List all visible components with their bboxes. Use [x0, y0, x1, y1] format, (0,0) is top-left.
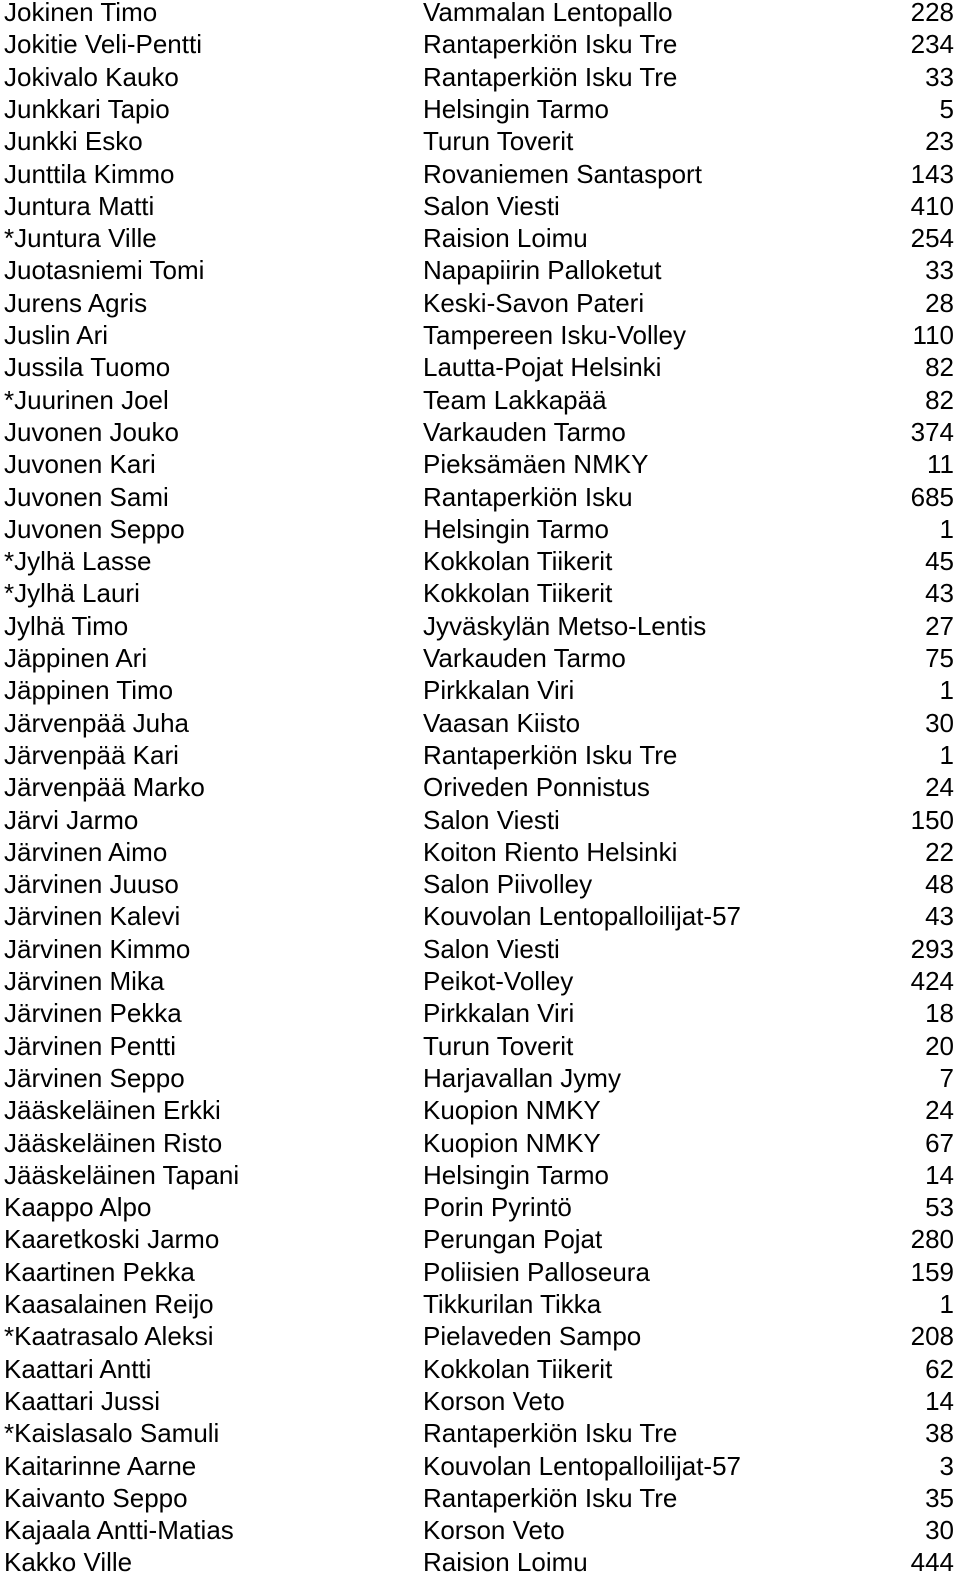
player-name: Kaaretkoski Jarmo [4, 1224, 220, 1255]
roster-row [0, 966, 960, 1001]
player-name: Jokinen Timo [4, 0, 158, 27]
player-value: 293 [910, 933, 954, 964]
player-value: 18 [925, 998, 954, 1029]
club-name: Jyväskylän Metso-Lentis [423, 610, 707, 641]
club-name: Harjavallan Jymy [423, 1062, 621, 1093]
player-name: *Juntura Ville [4, 223, 157, 254]
player-name: Järvinen Pekka [4, 998, 182, 1029]
player-name: Järvinen Juuso [4, 869, 179, 900]
player-value: 14 [925, 1159, 954, 1190]
roster-row [0, 1418, 960, 1453]
player-name: *Juurinen Joel [4, 384, 169, 415]
club-name: Helsingin Tarmo [423, 513, 609, 544]
roster-row [0, 901, 960, 936]
player-name: Jääskeläinen Tapani [4, 1159, 240, 1190]
club-name: Kouvolan Lentopalloilijat-57 [423, 1450, 742, 1481]
roster-row [0, 869, 960, 904]
club-name: Peikot-Volley [423, 966, 574, 996]
player-value: 22 [925, 836, 954, 867]
player-value: 110 [912, 320, 954, 350]
player-value: 254 [910, 223, 954, 254]
roster-row [0, 707, 960, 743]
player-name: Junkki Esko [4, 126, 143, 157]
player-value: 33 [925, 255, 954, 286]
player-value: 280 [910, 1224, 954, 1255]
club-name: Kouvolan Lentopalloilijat-57 [423, 901, 742, 932]
player-name: Jussila Tuomo [4, 352, 171, 383]
player-name: Jurens Agris [4, 287, 148, 318]
player-name: Junttila Kimmo [4, 158, 175, 189]
club-name: Oriveden Ponnistus [423, 772, 650, 803]
player-name: Junkkari Tapio [4, 93, 170, 124]
player-name: Järvinen Mika [4, 966, 165, 996]
player-value: 27 [925, 610, 954, 641]
player-name: Jokivalo Kauko [4, 61, 179, 92]
player-name: *Kaatrasalo Aleksi [4, 1321, 214, 1352]
player-name: *Jylhä Lasse [4, 546, 152, 577]
roster-row [0, 320, 960, 355]
club-name: Rantaperkiön Isku Tre [423, 61, 678, 92]
player-name: *Jylhä Lauri [4, 578, 140, 609]
player-name: *Kaislasalo Samuli [4, 1418, 220, 1449]
player-value: 20 [925, 1030, 954, 1061]
player-value: 143 [910, 158, 954, 189]
roster-row [0, 287, 960, 323]
club-name: Raision Loimu [423, 223, 588, 254]
roster-row [0, 255, 960, 290]
roster-row [0, 126, 960, 161]
player-value: 75 [925, 643, 954, 673]
player-name: Järvi Jarmo [4, 804, 139, 835]
player-name: Järvinen Pentti [4, 1030, 176, 1061]
player-name: Järvinen Seppo [4, 1062, 185, 1093]
club-name: Pirkkalan Viri [423, 675, 575, 706]
roster-row [0, 1127, 960, 1163]
player-name: Jäppinen Ari [4, 643, 148, 673]
roster-row [0, 610, 960, 646]
club-name: Raision Loimu [423, 1547, 588, 1578]
player-name: Kaattari Jussi [4, 1385, 161, 1416]
club-name: Koiton Riento Helsinki [423, 836, 678, 867]
player-value: 67 [925, 1127, 954, 1158]
roster-row [0, 578, 960, 613]
roster-row [0, 513, 960, 549]
player-value: 48 [925, 869, 954, 900]
club-name: Kokkolan Tiikerit [423, 578, 613, 609]
roster-row [0, 998, 960, 1033]
player-name: Järvenpää Kari [4, 739, 179, 770]
roster-row [0, 29, 960, 64]
roster-row [0, 0, 960, 32]
roster-row [0, 1385, 960, 1421]
roster-row [0, 1482, 960, 1518]
player-value: 43 [925, 578, 954, 609]
club-name: Pielaveden Sampo [423, 1321, 642, 1352]
roster-row [0, 836, 960, 872]
roster-row [0, 1030, 960, 1066]
player-name: Juvonen Jouko [4, 416, 179, 447]
roster-row [0, 223, 960, 258]
player-value: 234 [910, 29, 954, 60]
club-name: Rantaperkiön Isku Tre [423, 739, 678, 770]
club-name: Vaasan Kiisto [423, 707, 581, 738]
player-name: Juotasniemi Tomi [4, 255, 205, 286]
player-name: Kajaala Antti-Matias [4, 1515, 234, 1546]
player-value: 1 [939, 675, 954, 706]
club-name: Kokkolan Tiikerit [423, 1353, 613, 1384]
player-value: 82 [925, 352, 954, 383]
player-value: 1 [939, 1289, 954, 1319]
club-name: Helsingin Tarmo [423, 93, 609, 124]
player-value: 28 [925, 287, 954, 318]
player-name: Jääskeläinen Risto [4, 1127, 223, 1158]
player-name: Jylhä Timo [4, 610, 129, 641]
player-value: 24 [925, 772, 954, 803]
player-value: 685 [910, 481, 954, 512]
roster-row [0, 1547, 960, 1582]
club-name: Team Lakkapää [423, 384, 607, 415]
roster-row [0, 643, 960, 678]
club-name: Pirkkalan Viri [423, 998, 575, 1029]
player-name: Kakko Ville [4, 1547, 133, 1578]
player-name: Juslin Ari [4, 320, 109, 350]
roster-row [0, 1256, 960, 1292]
player-value: 424 [910, 966, 954, 996]
player-name: Juvonen Sami [4, 481, 169, 512]
player-name: Järvinen Kimmo [4, 933, 191, 964]
player-name: Kaitarinne Aarne [4, 1450, 197, 1481]
player-value: 24 [925, 1095, 954, 1126]
roster-row [0, 449, 960, 484]
club-name: Kuopion NMKY [423, 1095, 601, 1126]
player-value: 82 [925, 384, 954, 415]
roster-row [0, 1515, 960, 1550]
player-name: Järvinen Kalevi [4, 901, 181, 932]
player-name: Järvenpää Juha [4, 707, 190, 738]
player-name: Jäppinen Timo [4, 675, 174, 706]
roster-row [0, 804, 960, 840]
player-value: 208 [910, 1321, 954, 1352]
roster-row [0, 93, 960, 129]
club-name: Salon Viesti [423, 190, 560, 221]
player-value: 5 [939, 93, 954, 124]
player-name: Jääskeläinen Erkki [4, 1095, 221, 1126]
club-name: Salon Piivolley [423, 869, 593, 900]
player-value: 45 [925, 546, 954, 577]
player-name: Kaartinen Pekka [4, 1256, 195, 1287]
club-name: Rantaperkiön Isku Tre [423, 1482, 678, 1513]
club-name: Lautta-Pojat Helsinki [423, 352, 662, 383]
player-name: Kaasalainen Reijo [4, 1289, 214, 1319]
roster-row [0, 1062, 960, 1098]
player-name: Järvenpää Marko [4, 772, 205, 803]
player-value: 38 [925, 1418, 954, 1449]
player-value: 53 [925, 1192, 954, 1223]
player-name: Kaattari Antti [4, 1353, 152, 1384]
roster-row [0, 546, 960, 581]
player-value: 374 [910, 416, 954, 447]
player-value: 62 [925, 1353, 954, 1384]
club-name: Varkauden Tarmo [423, 643, 626, 673]
club-name: Turun Toverit [423, 126, 574, 157]
player-value: 33 [925, 61, 954, 92]
club-name: Rantaperkiön Isku [423, 481, 633, 512]
roster-row [0, 190, 960, 226]
player-value: 30 [925, 1515, 954, 1546]
roster-row [0, 416, 960, 452]
roster-row [0, 739, 960, 775]
roster-row [0, 1289, 960, 1324]
player-name: Järvinen Aimo [4, 836, 168, 867]
player-value: 1 [939, 513, 954, 544]
club-name: Salon Viesti [423, 933, 560, 964]
player-value: 35 [925, 1482, 954, 1513]
club-name: Porin Pyrintö [423, 1192, 572, 1223]
roster-row [0, 384, 960, 420]
roster-row [0, 1450, 960, 1486]
player-value: 14 [925, 1385, 954, 1416]
player-value: 150 [910, 804, 954, 835]
club-name: Korson Veto [423, 1515, 565, 1546]
player-value: 23 [925, 126, 954, 157]
player-value: 410 [910, 190, 954, 221]
club-name: Pieksämäen NMKY [423, 449, 649, 480]
roster-row [0, 352, 960, 387]
roster-row [0, 1321, 960, 1356]
player-name: Juvonen Seppo [4, 513, 185, 544]
player-value: 228 [910, 0, 954, 27]
club-name: Turun Toverit [423, 1030, 574, 1061]
club-name: Keski-Savon Pateri [423, 287, 645, 318]
club-name: Tampereen Isku-Volley [423, 320, 687, 350]
roster-row [0, 772, 960, 807]
roster-row [0, 1353, 960, 1389]
player-value: 1 [939, 739, 954, 770]
player-name: Kaappo Alpo [4, 1192, 152, 1223]
player-value: 3 [939, 1450, 954, 1481]
player-name: Kaivanto Seppo [4, 1482, 188, 1513]
roster-row [0, 158, 960, 194]
roster-row [0, 481, 960, 517]
club-name: Rantaperkiön Isku Tre [423, 1418, 678, 1449]
roster-row [0, 675, 960, 710]
player-name: Juntura Matti [4, 190, 155, 221]
club-name: Poliisien Palloseura [423, 1256, 650, 1287]
club-name: Kuopion NMKY [423, 1127, 601, 1158]
player-value: 11 [927, 449, 954, 480]
roster-row [0, 1224, 960, 1259]
roster-row [0, 1159, 960, 1195]
player-value: 444 [910, 1547, 954, 1578]
roster-row [0, 1192, 960, 1227]
roster-row [0, 1095, 960, 1130]
club-name: Rovaniemen Santasport [423, 158, 702, 189]
player-value: 30 [925, 707, 954, 738]
club-name: Varkauden Tarmo [423, 416, 626, 447]
player-name: Jokitie Veli-Pentti [4, 29, 202, 60]
player-value: 7 [939, 1062, 954, 1093]
club-name: Kokkolan Tiikerit [423, 546, 613, 577]
player-value: 159 [910, 1256, 954, 1287]
club-name: Salon Viesti [423, 804, 560, 835]
player-name: Juvonen Kari [4, 449, 156, 480]
club-name: Helsingin Tarmo [423, 1159, 609, 1190]
roster-row [0, 61, 960, 97]
club-name: Perungan Pojat [423, 1224, 603, 1255]
club-name: Napapiirin Palloketut [423, 255, 662, 286]
club-name: Tikkurilan Tikka [423, 1289, 602, 1319]
club-name: Rantaperkiön Isku Tre [423, 29, 678, 60]
club-name: Vammalan Lentopallo [423, 0, 673, 27]
player-value: 43 [925, 901, 954, 932]
roster-row [0, 933, 960, 969]
club-name: Korson Veto [423, 1385, 565, 1416]
